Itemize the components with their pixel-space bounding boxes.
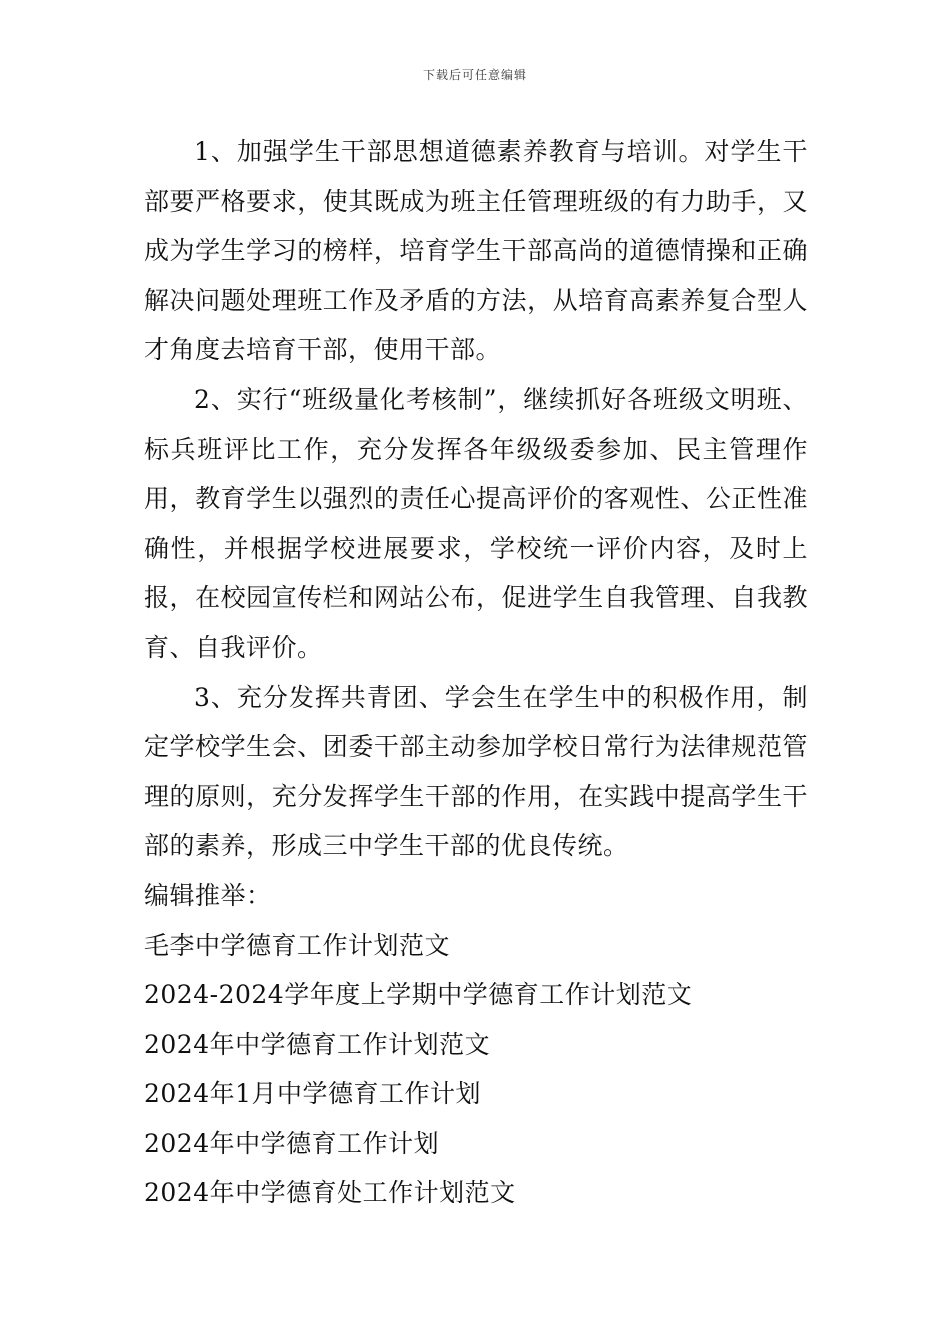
document-body	[144, 127, 808, 1218]
paragraph-1: 1、加强学生干部思想道德素养教育与培训。对学生干部要严格要求，使其既成为班主任管理班级的有力助手，又成为学生学习的榜样，培育学生干部高尚的道德情操和正确解决问题处理班工作及矛盾的方法，从培育高素养复合型人才角度去培育干部，使用干部。	[144, 137, 808, 365]
recommendation-link[interactable]: 2024-2024学年度上学期中学德育工作计划范文	[144, 980, 693, 1010]
recommendations-label: 编辑推举：	[144, 880, 272, 910]
recommendation-link[interactable]: 毛李中学德育工作计划范文	[144, 930, 451, 960]
header-note: 下载后可任意编辑	[422, 68, 527, 82]
recommendations-list	[144, 921, 808, 1219]
recommendation-link[interactable]: 2024年1月中学德育工作计划	[144, 1079, 482, 1109]
recommendation-link[interactable]: 2024年中学德育工作计划范文	[144, 1029, 491, 1059]
recommendation-link[interactable]: 2024年中学德育工作计划	[144, 1128, 440, 1158]
recommendation-link[interactable]: 2024年中学德育处工作计划范文	[144, 1178, 516, 1208]
paragraph-3: 3、充分发挥共青团、学会生在学生中的积极作用，制定学校学生会、团委干部主动参加学校日常行为法律规范管理的原则，充分发挥学生干部的作用，在实践中提高学生干部的素养，形成三中学生干部的优良传统。	[144, 682, 808, 861]
paragraph-2: 2、实行“班级量化考核制”，继续抓好各班级文明班、标兵班评比工作，充分发挥各年级级委参加、民主管理作用，教育学生以强烈的责任心提高评价的客观性、公正性准确性，并根据学校进展要求，学校统一评价内容，及时上报，在校园宣传栏和网站公布，促进学生自我管理、自我教育、自我评价。	[144, 384, 808, 662]
